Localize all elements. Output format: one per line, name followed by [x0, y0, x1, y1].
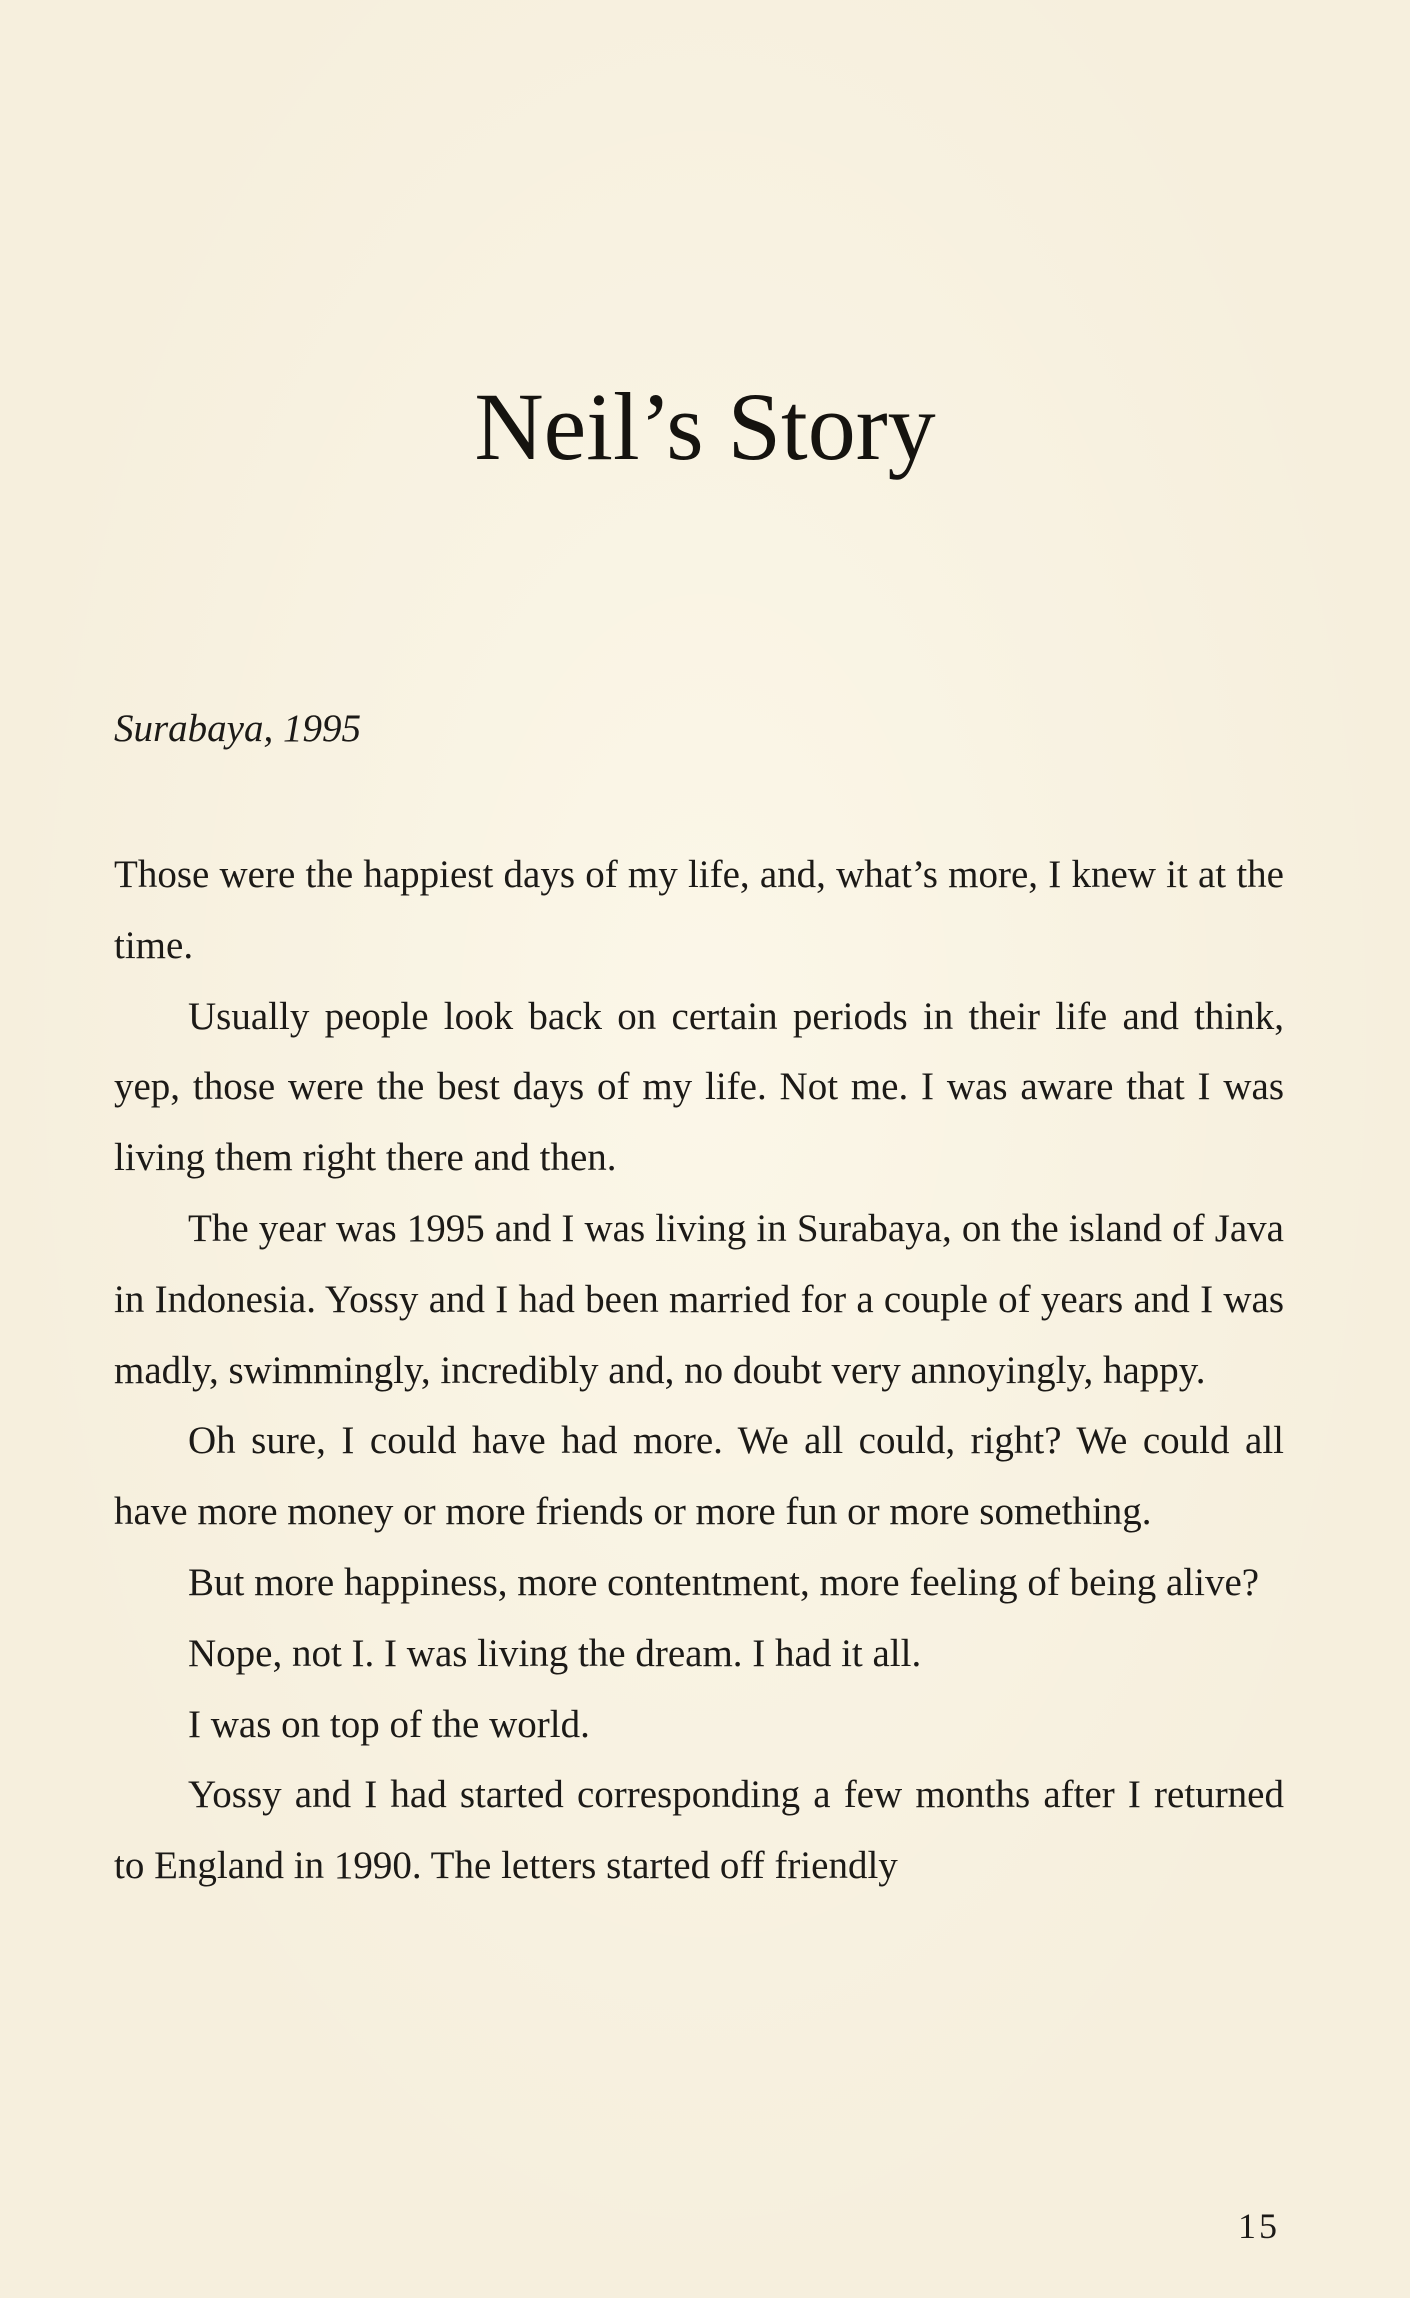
paragraph: I was on top of the world.	[188, 1702, 590, 1746]
paragraph: Those were the happiest days of my life, and, what’s more, I knew it at the time.	[114, 853, 1284, 967]
paragraph: The year was 1995 and I was living in Surabaya, on the island of Java in Indonesia. Yossy and I had been married for a couple of years and I was madly, swimmingly, incredibly and, no doubt very annoyingly, happy.	[114, 1206, 1284, 1392]
chapter-body	[114, 840, 1284, 1902]
paragraph: But more happiness, more contentment, more feeling of being alive?	[188, 1560, 1260, 1604]
page-number: 15	[1238, 2206, 1280, 2246]
chapter-title: Neil’s Story	[474, 373, 936, 480]
chapter-dateline: Surabaya, 1995	[114, 707, 361, 750]
paragraph: Yossy and I had started corresponding a few months after I returned to England in 1990. The letters started off friendly	[114, 1773, 1284, 1888]
paragraph: Nope, not I. I was living the dream. I had it all.	[188, 1631, 922, 1675]
paragraph: Oh sure, I could have had more. We all could, right? We could all have more money or more friends or more fun or more something.	[114, 1419, 1284, 1534]
paragraph: Usually people look back on certain periods in their life and think, yep, those were the best days of my life. Not me. I was aware that I was living them right there and then.	[114, 994, 1284, 1180]
